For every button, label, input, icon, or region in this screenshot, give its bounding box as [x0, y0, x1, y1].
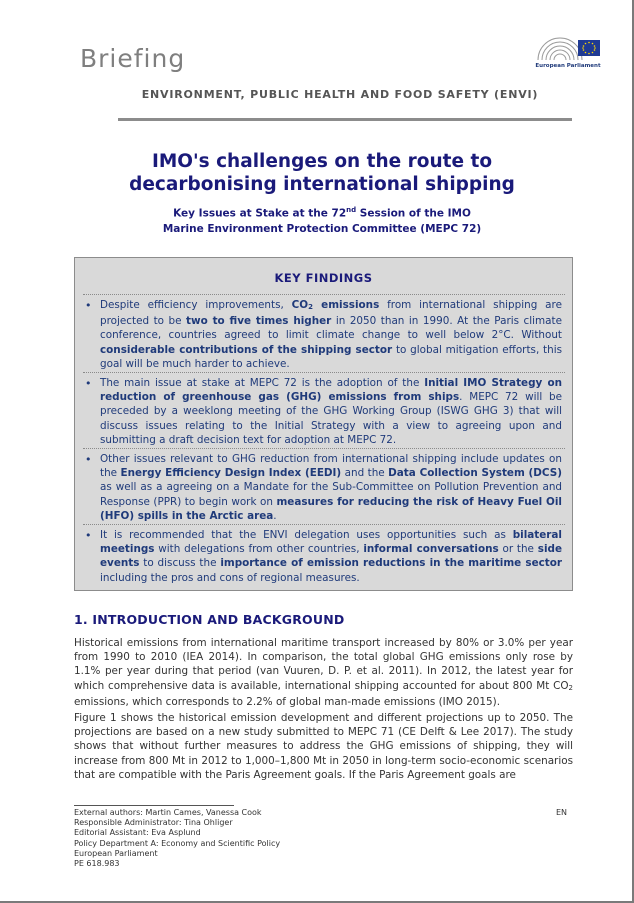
finding-bold-text: CO: [291, 299, 309, 311]
document-subtitle: [70, 203, 574, 237]
finding-1: [100, 298, 562, 371]
finding-text: including the pros and cons of regional measures.: [100, 571, 360, 584]
subtitle-line-1: [70, 203, 574, 222]
footer-department: Policy Department A: Economy and Scientific Policy: [74, 838, 281, 848]
finding-text: in 2050 than in 1990. At the Paris climate conference, countries agreed to limit climate change to well below 2°C. Without: [100, 315, 562, 342]
footer-administrator: Responsible Administrator: Tina Ohliger: [74, 818, 233, 828]
logo-caption: European Parliament: [535, 63, 601, 69]
subscript: 2: [308, 303, 313, 311]
footer-authors: External authors: Martin Cames, Vanessa Cook: [74, 808, 262, 817]
finding-bold-text: emissions: [313, 299, 380, 311]
paragraph-2: Figure 1 shows the historical emission development and different projections up to 2050. The projections are based on a new study submitted to MEPC 71 (CE Delft & Lee 2017). The study shows that without further measures to address the GHG emissions of shipping, they will increase from 800 Mt in 2012 to 1,000–1,800 Mt in 2050 in long-term socio-economic scenarios that are compatible with the Paris Agreement goals. If the Paris Agreement goals are: [74, 712, 573, 781]
finding-bold: measures for reducing the risk of Heavy Fuel Oil (HFO) spills in the Arctic area: [100, 495, 562, 522]
subscript: 2: [568, 683, 573, 692]
paragraph-1: [74, 636, 573, 709]
key-findings-title: KEY FINDINGS: [274, 271, 373, 285]
paragraph-text: Historical emissions from international maritime transport increased by 80% or 3.0% per year from 1990 to 2010 (IEA 2014). In comparison, the total global GHG emissions only rose by 1.1% per year during that period (van Vuuren, D. P. et al. 2011). In 2012, the latest year for which comprehensive data is available, international shipping accounted for about 800 Mt CO: [74, 637, 573, 692]
key-findings-box: [74, 257, 573, 591]
bullet-icon: •: [85, 377, 92, 390]
footer-institution: European Parliament: [74, 848, 158, 858]
subtitle-text-b: Session of the IMO: [356, 207, 471, 220]
findings-divider: [83, 524, 565, 525]
doc-type-label: Briefing: [80, 44, 186, 73]
findings-divider: [83, 372, 565, 373]
finding-bold: Data Collection System (DCS): [388, 467, 562, 480]
finding-bold: considerable contributions of the shipping sector: [100, 343, 393, 356]
european-parliament-logo: [532, 30, 604, 76]
findings-divider: [83, 294, 565, 295]
committee-name: ENVIRONMENT, PUBLIC HEALTH AND FOOD SAFETY (ENVI): [141, 88, 539, 101]
finding-text: .: [273, 509, 277, 522]
title-line-2: decarbonising international shipping: [129, 174, 515, 195]
finding-text: with delegations from other countries,: [154, 543, 364, 556]
finding-bold: [292, 299, 380, 311]
title-line-1: IMO's challenges on the route to: [151, 151, 493, 172]
finding-bold: importance of emission reductions in the maritime sector: [220, 557, 562, 570]
document-title: [70, 150, 574, 196]
finding-bold: Energy Efficiency Design Index (EEDI): [120, 467, 342, 480]
finding-3: [100, 452, 562, 523]
finding-text: . MEPC 72 will be preceded by a weeklong meeting of the GHG Working Group (ISWG GHG 3) that will discuss issues relating to the Initial Strategy with a view to agreeing upon and submitting a draft decision text for adoption at MEPC 72.: [100, 391, 562, 446]
finding-text: It is recommended that the ENVI delegation uses opportunities such as: [100, 529, 513, 541]
finding-bold: informal conversations: [363, 543, 499, 556]
finding-text: to global mitigation efforts, this goal will be much harder to achieve.: [100, 343, 562, 370]
header-divider: [118, 118, 572, 121]
paragraph-text: emissions, which corresponds to 2.2% of global man-made emissions (IMO 2015).: [74, 695, 500, 708]
bullet-icon: •: [85, 529, 92, 542]
footer-divider: [74, 805, 234, 806]
finding-2: [100, 376, 562, 447]
finding-bold: two to five times higher: [186, 315, 332, 328]
finding-bold: side events: [100, 543, 562, 570]
bullet-icon: •: [85, 453, 92, 466]
bullet-icon: •: [85, 299, 92, 312]
footer-credits: [74, 808, 280, 869]
findings-divider: [83, 448, 565, 449]
subtitle-text-a: Key Issues at Stake at the 72: [173, 207, 347, 220]
finding-text: The main issue at stake at MEPC 72 is the adoption of the: [100, 377, 425, 389]
section-heading: 1. INTRODUCTION AND BACKGROUND: [74, 612, 345, 627]
finding-bold: bilateral meetings: [100, 529, 562, 556]
footer-editorial: Editorial Assistant: Eva Asplund: [74, 828, 201, 838]
finding-text: as well as a agreeing on a Mandate for the Sub-Committee on Pollution Prevention and Response (PPR) to begin work on: [100, 481, 562, 508]
finding-bold: Initial IMO Strategy on reduction of greenhouse gas (GHG) emissions from ships: [100, 377, 562, 404]
finding-4: [100, 528, 562, 585]
language-code: EN: [556, 808, 568, 817]
finding-text: Other issues relevant to GHG reduction from international shipping include updates on the: [100, 453, 562, 480]
footer-reference: PE 618.983: [74, 859, 120, 869]
finding-text: or the: [498, 543, 538, 556]
subtitle-sup: nd: [346, 206, 357, 214]
finding-text: and the: [341, 467, 389, 480]
finding-text: Despite efficiency improvements,: [100, 299, 292, 311]
subtitle-line-2: Marine Environment Protection Committee (MEPC 72): [162, 222, 482, 235]
finding-text: to discuss the: [139, 557, 221, 570]
finding-text: from international shipping are projected to be: [100, 299, 562, 328]
